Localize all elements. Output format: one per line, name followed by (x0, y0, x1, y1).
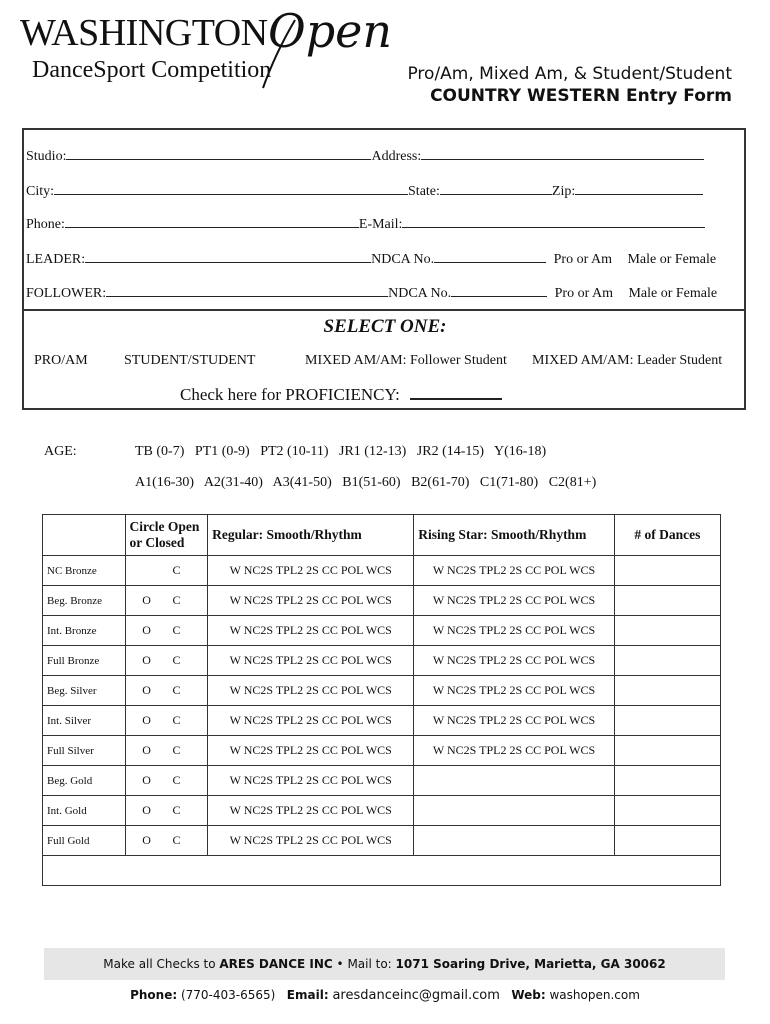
num-dances-cell[interactable] (614, 736, 720, 766)
level-cell: Full Bronze (43, 646, 126, 676)
open-option[interactable]: O (142, 833, 151, 847)
regular-dances-cell[interactable]: W NC2S TPL2 2S CC POL WCS (208, 706, 414, 736)
open-closed-cell[interactable] (125, 796, 208, 826)
city-field[interactable] (26, 182, 703, 200)
open-closed-cell[interactable] (125, 556, 208, 586)
divider (22, 309, 746, 311)
open-option[interactable]: O (142, 653, 151, 667)
regular-dances-cell[interactable]: W NC2S TPL2 2S CC POL WCS (208, 766, 414, 796)
open-closed-cell[interactable] (125, 616, 208, 646)
closed-option[interactable]: C (172, 773, 181, 787)
form-title: Pro/Am, Mixed Am, & Student/Student (407, 64, 732, 84)
leader-label: LEADER: (26, 252, 86, 267)
rising-star-dances-cell[interactable] (414, 826, 614, 856)
num-dances-cell[interactable] (614, 616, 720, 646)
option-mixed-leader-student[interactable]: MIXED AM/AM: Leader Student (532, 353, 723, 368)
table-row (43, 736, 721, 766)
regular-dances-cell[interactable]: W NC2S TPL2 2S CC POL WCS (208, 616, 414, 646)
level-cell: Int. Silver (43, 706, 126, 736)
open-option[interactable]: O (142, 713, 151, 727)
open-closed-cell[interactable] (125, 736, 208, 766)
open-option[interactable]: O (142, 773, 151, 787)
num-dances-cell[interactable] (614, 556, 720, 586)
table-row (43, 586, 721, 616)
age-divisions-row2[interactable]: A1(16-30) A2(31-40) A3(41-50) B1(51-60) B2(61-70) C1(71-80) C2(81+) (135, 475, 597, 490)
level-cell: Full Silver (43, 736, 126, 766)
logo-subtitle: DanceSport Competition (32, 57, 272, 83)
col-open-closed: Circle Open or Closed (125, 515, 208, 556)
option-pro-am[interactable]: PRO/AM (34, 353, 88, 368)
age-divisions-row1[interactable]: TB (0-7) PT1 (0-9) PT2 (10-11) JR1 (12-13) JR2 (14-15) Y(16-18) (135, 444, 547, 459)
mail-address: 1071 Soaring Drive, Marietta, GA 30062 (395, 957, 666, 971)
closed-option[interactable]: C (172, 683, 181, 697)
footer-contact (0, 988, 770, 1003)
open-closed-cell[interactable] (125, 826, 208, 856)
open-option[interactable]: O (142, 683, 151, 697)
logo-open-script: Open (268, 4, 393, 58)
num-dances-cell[interactable] (614, 646, 720, 676)
regular-dances-cell[interactable]: W NC2S TPL2 2S CC POL WCS (208, 826, 414, 856)
table-header-row (43, 515, 721, 556)
email-label: E-Mail: (358, 217, 403, 232)
open-option[interactable]: O (142, 803, 151, 817)
footer-payment-bar (44, 948, 725, 980)
rising-star-dances-cell[interactable]: W NC2S TPL2 2S CC POL WCS (414, 616, 614, 646)
rising-star-dances-cell[interactable]: W NC2S TPL2 2S CC POL WCS (414, 586, 614, 616)
follower-ndca-label: NDCA No. (388, 286, 452, 301)
rising-star-dances-cell[interactable] (414, 766, 614, 796)
level-cell: Beg. Gold (43, 766, 126, 796)
leader-pro-or-am[interactable]: Pro or Am (553, 252, 612, 267)
mail-prefix: • Mail to: (332, 957, 396, 971)
regular-dances-cell[interactable]: W NC2S TPL2 2S CC POL WCS (208, 586, 414, 616)
open-closed-cell[interactable] (125, 766, 208, 796)
num-dances-cell[interactable] (614, 706, 720, 736)
open-closed-cell[interactable] (125, 586, 208, 616)
col-level (43, 515, 126, 556)
level-cell: Beg. Bronze (43, 586, 126, 616)
age-label: AGE: (44, 444, 77, 459)
col-regular: Regular: Smooth/Rhythm (208, 515, 414, 556)
follower-label: FOLLOWER: (26, 286, 107, 301)
studio-label: Studio: (26, 149, 67, 164)
closed-option[interactable]: C (172, 833, 181, 847)
table-row (43, 826, 721, 856)
closed-option[interactable]: C (172, 803, 181, 817)
option-student-student[interactable]: STUDENT/STUDENT (124, 353, 256, 368)
logo-washington: WASHINGTON (20, 12, 268, 54)
table-row (43, 556, 721, 586)
regular-dances-cell[interactable]: W NC2S TPL2 2S CC POL WCS (208, 736, 414, 766)
regular-dances-cell[interactable]: W NC2S TPL2 2S CC POL WCS (208, 676, 414, 706)
rising-star-dances-cell[interactable]: W NC2S TPL2 2S CC POL WCS (414, 676, 614, 706)
address-label: Address: (371, 149, 422, 164)
col-num-dances: # of Dances (614, 515, 720, 556)
follower-male-or-female[interactable]: Male or Female (628, 286, 718, 301)
level-cell: Int. Gold (43, 796, 126, 826)
closed-option[interactable]: C (172, 593, 181, 607)
follower-field[interactable] (26, 284, 717, 302)
open-option[interactable]: O (142, 593, 151, 607)
web-link[interactable]: washopen.com (549, 988, 640, 1002)
leader-male-or-female[interactable]: Male or Female (627, 252, 717, 267)
level-cell: NC Bronze (43, 556, 126, 586)
leader-ndca-label: NDCA No. (371, 252, 435, 267)
num-dances-cell[interactable] (614, 826, 720, 856)
blank-cell (43, 856, 721, 886)
num-dances-cell[interactable] (614, 766, 720, 796)
follower-pro-or-am[interactable]: Pro or Am (554, 286, 613, 301)
level-cell: Full Gold (43, 826, 126, 856)
rising-star-dances-cell[interactable]: W NC2S TPL2 2S CC POL WCS (414, 736, 614, 766)
num-dances-cell[interactable] (614, 796, 720, 826)
phone-field[interactable] (26, 215, 705, 233)
phone-label: Phone: (26, 217, 65, 232)
regular-dances-cell[interactable]: W NC2S TPL2 2S CC POL WCS (208, 646, 414, 676)
web-label: Web: (511, 988, 546, 1002)
proficiency-check[interactable] (180, 384, 502, 405)
rising-star-dances-cell[interactable] (414, 796, 614, 826)
proficiency-label: Check here for PROFICIENCY: (180, 385, 400, 404)
email-label-footer: Email: (286, 988, 329, 1002)
table-row (43, 706, 721, 736)
checks-payee: ARES DANCE INC (219, 957, 333, 971)
email-link[interactable]: aresdanceinc@gmail.com (332, 988, 500, 1003)
phone-number: (770-403-6565) (180, 988, 276, 1002)
closed-option[interactable]: C (172, 563, 181, 577)
level-cell: Int. Bronze (43, 616, 126, 646)
num-dances-cell[interactable] (614, 586, 720, 616)
closed-option[interactable]: C (172, 623, 181, 637)
level-cell: Beg. Silver (43, 676, 126, 706)
col-rising-star: Rising Star: Smooth/Rhythm (414, 515, 614, 556)
table-row (43, 646, 721, 676)
open-option[interactable]: O (142, 743, 151, 757)
closed-option[interactable]: C (172, 653, 181, 667)
rising-star-dances-cell[interactable]: W NC2S TPL2 2S CC POL WCS (414, 556, 614, 586)
closed-option[interactable]: C (172, 713, 181, 727)
entry-table (42, 514, 721, 886)
zip-label: Zip: (551, 184, 576, 199)
state-label: State: (408, 184, 440, 199)
rising-star-dances-cell[interactable]: W NC2S TPL2 2S CC POL WCS (414, 646, 614, 676)
open-closed-cell[interactable] (125, 646, 208, 676)
rising-star-dances-cell[interactable]: W NC2S TPL2 2S CC POL WCS (414, 706, 614, 736)
num-dances-cell[interactable] (614, 676, 720, 706)
table-row (43, 796, 721, 826)
blank-row (43, 856, 721, 886)
city-label: City: (26, 184, 55, 199)
closed-option[interactable]: C (172, 743, 181, 757)
form-subtitle: COUNTRY WESTERN Entry Form (430, 86, 732, 106)
phone-label-footer: Phone: (130, 988, 178, 1002)
table-row (43, 766, 721, 796)
regular-dances-cell[interactable]: W NC2S TPL2 2S CC POL WCS (208, 556, 414, 586)
regular-dances-cell[interactable]: W NC2S TPL2 2S CC POL WCS (208, 796, 414, 826)
select-one-heading: SELECT ONE: (323, 316, 447, 337)
table-row (43, 616, 721, 646)
studio-field[interactable] (26, 147, 704, 165)
leader-field[interactable] (26, 250, 716, 268)
table-row (43, 676, 721, 706)
option-mixed-follower-student[interactable]: MIXED AM/AM: Follower Student (305, 353, 507, 368)
open-option[interactable]: O (142, 623, 151, 637)
open-closed-cell[interactable] (125, 676, 208, 706)
checks-prefix: Make all Checks to (103, 957, 220, 971)
open-closed-cell[interactable] (125, 706, 208, 736)
